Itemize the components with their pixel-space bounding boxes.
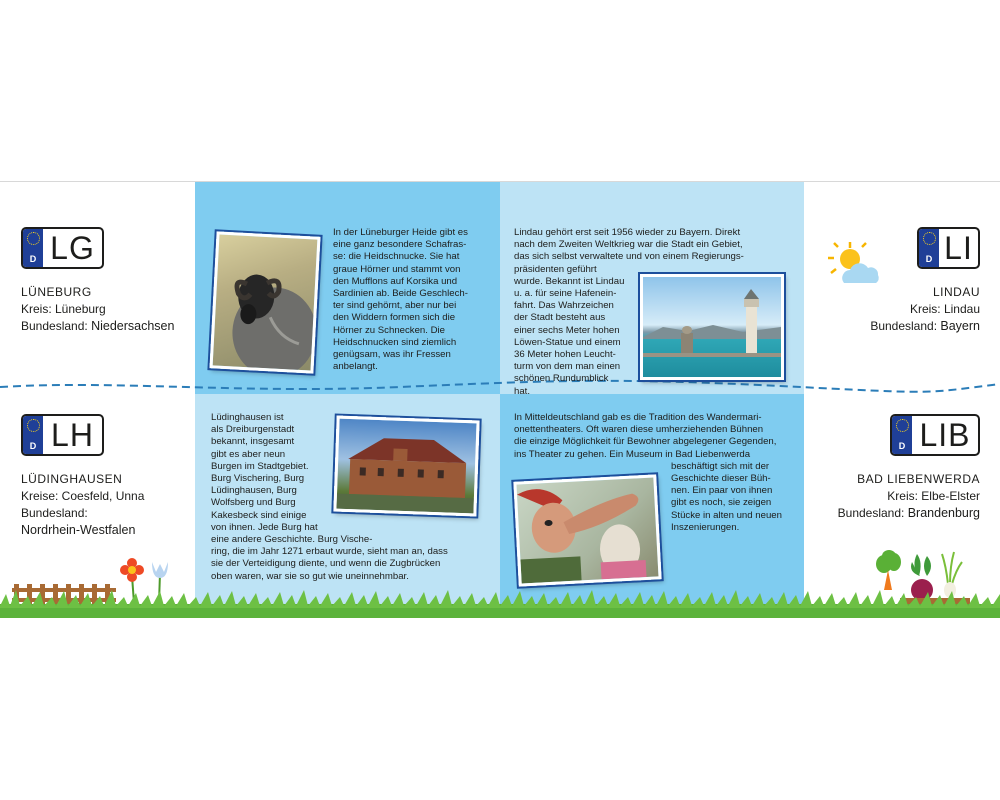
text-line: die einzige Möglichkeit für Bewohner abgelegener Gegenden, xyxy=(514,436,777,448)
text-line: Burg Vischering, Burg xyxy=(211,473,305,485)
text-line: In der Lüneburger Heide gibt es xyxy=(333,227,468,238)
text-line: als Dreiburgenstadt xyxy=(211,424,295,436)
country-code: D xyxy=(29,441,37,451)
text-line: präsidenten geführt xyxy=(514,263,597,275)
text-lindau xyxy=(514,227,744,398)
text-line: ter sind gehörnt, aber nur bei xyxy=(333,300,457,312)
land-value: Brandenburg xyxy=(907,506,980,520)
grass-strip xyxy=(0,588,1000,618)
text-line: Kakesbeck sind einige xyxy=(211,509,307,521)
text-line: onettentheaters. Oft waren diese umherziehenden Bühnen xyxy=(514,424,764,436)
eu-stars-icon xyxy=(27,419,40,432)
city-kreis: Kreis: Lüneburg xyxy=(21,302,106,316)
country-code: D xyxy=(898,441,906,451)
text-line: von ihnen. Jede Burg hat xyxy=(211,521,318,533)
text-line: eine andere Geschichte. Burg Vische- xyxy=(211,534,373,546)
city-name: LÜNEBURG xyxy=(21,285,92,299)
text-luedinghausen xyxy=(211,412,448,583)
land-label: Bundesland: xyxy=(837,506,905,520)
text-heidschnucke xyxy=(333,227,468,373)
land-label: Bundesland: xyxy=(21,506,88,520)
text-line: einer sechs Meter hohen xyxy=(514,324,620,336)
text-line: hat. xyxy=(514,385,531,397)
land-value: Bayern xyxy=(940,319,980,333)
text-line: fahrt. Das Wahrzeichen xyxy=(514,300,614,312)
dashed-divider xyxy=(0,372,1000,402)
text-line: Heidschnucken sind ziemlich xyxy=(333,336,457,348)
land-value: Nordrhein-Westfalen xyxy=(21,523,136,537)
plate-code: LI xyxy=(944,230,973,266)
city-kreis: Kreis: Lindau xyxy=(909,302,980,316)
eu-band xyxy=(919,229,939,267)
city-name: LÜDINGHAUSEN xyxy=(21,472,123,486)
city-name: LINDAU xyxy=(932,285,980,299)
text-line: oben waren, war sie so gut wie uneinnehmbar. xyxy=(211,570,409,582)
text-line: beschäftigt sich mit der xyxy=(671,460,770,472)
text-line: schönen Rundumblick xyxy=(514,373,609,385)
text-line: ring, die im Jahr 1271 erbaut wurde, sieht man an, dass xyxy=(211,546,448,558)
city-kreis: Kreise: Coesfeld, Unna xyxy=(21,489,145,503)
plate-code: LIB xyxy=(919,417,971,453)
text-liebenwerda xyxy=(514,412,782,534)
license-plate-lh xyxy=(21,414,104,456)
text-line: Lüdinghausen ist xyxy=(211,412,284,423)
text-line: turm von dem man einen xyxy=(514,361,621,373)
text-line: eine ganz besondere Schafras- xyxy=(333,239,467,251)
plate-code: LH xyxy=(51,417,94,453)
plate-code: LG xyxy=(50,230,95,266)
text-line: Geschichte dieser Büh- xyxy=(671,473,771,485)
text-line: Inszenierungen. xyxy=(671,521,740,533)
eu-band xyxy=(23,229,43,267)
photo-heidschnucke xyxy=(209,231,320,373)
text-line: 36 Meter hohen Leucht- xyxy=(514,349,616,361)
text-line: Hörner zu Schnecken. Die xyxy=(333,324,445,336)
eu-band xyxy=(23,416,43,454)
text-line: bekannt, insgesamt xyxy=(211,436,295,448)
text-line: nen. Ein paar von ihnen xyxy=(671,485,773,497)
text-line: u. a. für seine Hafenein- xyxy=(514,288,617,300)
text-line: se: die Heidschnucke. Sie hat xyxy=(333,251,460,263)
eu-stars-icon xyxy=(27,232,40,245)
eu-band xyxy=(892,416,912,454)
eu-stars-icon xyxy=(923,232,936,245)
eu-stars-icon xyxy=(896,419,909,432)
license-plate-lib xyxy=(890,414,980,456)
country-code: D xyxy=(29,254,37,264)
city-kreis: Kreis: Elbe-Elster xyxy=(887,489,980,503)
text-line: gibt es noch, sie zeigen xyxy=(671,497,772,509)
text-line: anbelangt. xyxy=(333,361,378,373)
text-line: der Stadt besteht aus xyxy=(514,312,606,324)
text-line: ins Theater zu gehen. Ein Museum in Bad Liebenwerda xyxy=(514,448,751,460)
land-label: Bundesland: xyxy=(870,319,938,333)
text-line: den Widdern formen sich die xyxy=(333,312,456,324)
text-line: In Mitteldeutschland gab es die Tradition des Wandermari- xyxy=(514,412,762,423)
text-line: Stücke in alten und neuen xyxy=(671,509,782,521)
text-line: Lüdinghausen, Burg xyxy=(211,485,297,497)
sheep-illustration xyxy=(213,235,318,371)
text-line: gibt es aber neun xyxy=(211,448,286,460)
text-line: das sich selbst verwaltete und von einem Regierungs- xyxy=(514,251,744,263)
text-line: Sardinien ab. Beide Geschlech- xyxy=(333,288,468,300)
license-plate-li xyxy=(917,227,980,269)
text-line: nach dem Zweiten Weltkrieg war die Stadt ein Gebiet, xyxy=(514,239,743,251)
text-line: Löwen-Statue und einem xyxy=(514,336,621,348)
land-label: Bundesland: xyxy=(21,319,88,333)
city-info-luedinghausen xyxy=(21,471,144,539)
city-name: BAD LIEBENWERDA xyxy=(857,472,980,486)
city-info-liebenwerda xyxy=(838,471,980,522)
booklet-spread xyxy=(0,181,1000,618)
land-value: Niedersachsen xyxy=(91,319,175,333)
country-code: D xyxy=(925,254,933,264)
text-line: Wolfsberg und Burg xyxy=(211,497,296,509)
city-info-lueneburg xyxy=(21,284,174,335)
text-line: den Mufflons auf Korsika und xyxy=(333,275,458,287)
text-line: sie der Verteidigung diente, und wenn die Zugbrücken xyxy=(211,558,441,570)
text-line: Lindau gehört erst seit 1956 wieder zu Bayern. Direkt xyxy=(514,227,741,238)
text-line: graue Hörner und stammt von xyxy=(333,263,461,275)
text-line: genügsam, was ihr Fressen xyxy=(333,349,451,361)
license-plate-lg xyxy=(21,227,104,269)
text-line: wurde. Bekannt ist Lindau xyxy=(514,275,625,287)
text-line: Burgen im Stadtgebiet. xyxy=(211,460,309,472)
sun-cloud-icon xyxy=(826,240,884,290)
city-info-lindau xyxy=(870,284,980,335)
